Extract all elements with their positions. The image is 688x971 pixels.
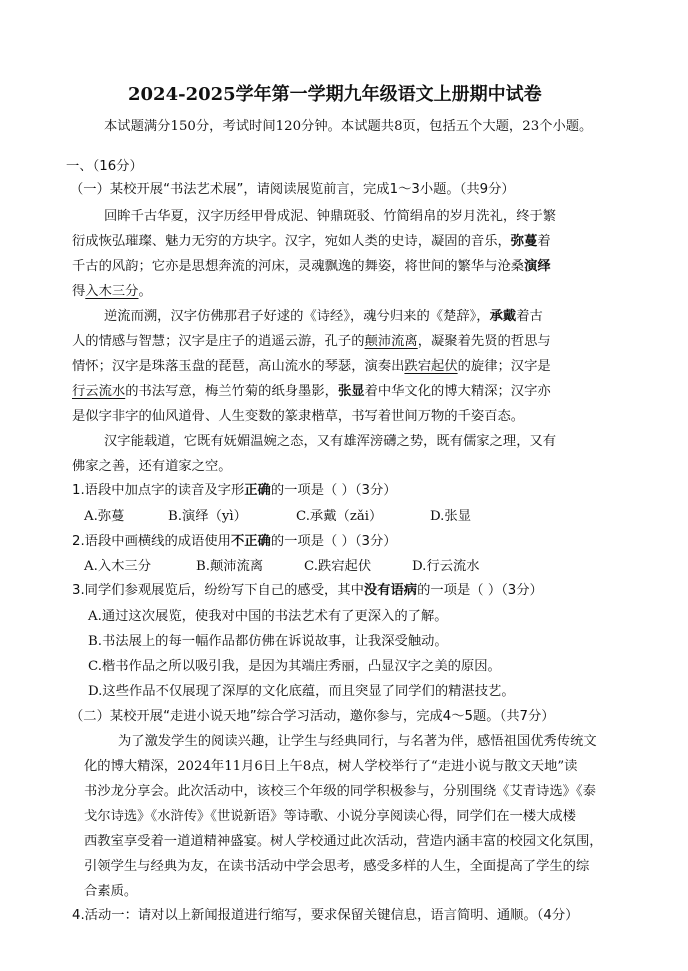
dotted-word: 张显 bbox=[337, 384, 365, 399]
question-2: 2.语段中画横线的成语使用不正确的一项是（ ）（3分） bbox=[72, 534, 397, 549]
q1-option-c: C.承戴（zǎi） bbox=[296, 509, 383, 524]
passage-line: 千古的风韵；它亦是思想奔流的河床，灵魂飘逸的舞姿，将世间的繁华与沧桑演绎 bbox=[72, 259, 551, 274]
q1-option-a: A.弥蔓 bbox=[84, 509, 125, 524]
passage-line: 得入木三分。 bbox=[72, 284, 152, 299]
news-line: 为了激发学生的阅读兴趣，让学生与经典同行，与名著为伴，感悟祖国优秀传统文 bbox=[118, 734, 597, 749]
passage-line: 汉字能载道，它既有妩媚温婉之态，又有雄浑滂礴之势，既有儒家之理，又有 bbox=[104, 434, 557, 449]
exam-info: 本试题满分150分，考试时间120分钟。本试题共8页，包括五个大题，23个小题。 bbox=[104, 119, 593, 134]
part1-heading: （一）某校开展“书法艺术展”，请阅读展览前言，完成1～3小题。（共9分） bbox=[70, 182, 515, 197]
q1-option-b: B.演绎（yì） bbox=[168, 509, 247, 524]
question-3: 3.同学们参观展览后，纷纷写下自己的感受，其中没有语病的一项是（ ）（3分） bbox=[72, 583, 543, 598]
question-4: 4.活动一：请对以上新闻报道进行缩写，要求保留关键信息，语言简明、通顺。（4分） bbox=[72, 908, 579, 923]
q2-option-c: C.跌宕起伏 bbox=[304, 559, 372, 574]
news-line: 合素质。 bbox=[84, 884, 138, 899]
q3-option-b: B.书法展上的每一幅作品都仿佛在诉说故事，让我深受触动。 bbox=[88, 634, 448, 649]
passage-line: 人的情感与智慧；汉字是庄子的逍遥云游，孔子的颠沛流离，凝聚着先贤的哲思与 bbox=[72, 334, 551, 349]
passage-line: 行云流水的书法写意，梅兰竹菊的纸身墨影，张显着中华文化的博大精深；汉字亦 bbox=[72, 384, 551, 399]
passage-line: 回眸千古华夏，汉字历经甲骨成泥、钟鼎斑驳、竹简绢帛的岁月洗礼，终于繁 bbox=[104, 209, 557, 224]
q2-option-b: B.颠沛流离 bbox=[196, 559, 264, 574]
q1-option-d: D.张显 bbox=[430, 509, 472, 524]
question-1: 1.语段中加点字的读音及字形正确的一项是（ ）（3分） bbox=[72, 483, 397, 498]
passage-line: 衍成恢弘璀璨、魅力无穷的方块字。汉字，宛如人类的史诗，凝固的音乐，弥蔓着 bbox=[72, 234, 551, 249]
dotted-word: 演绎 bbox=[524, 259, 551, 274]
q3-option-c: C.楷书作品之所以吸引我，是因为其端庄秀丽，凸显汉字之美的原因。 bbox=[88, 659, 501, 674]
section-heading: 一、（16分） bbox=[66, 159, 143, 174]
q3-option-d: D.这些作品不仅展现了深厚的文化底蕴，而且突显了同学们的精湛技艺。 bbox=[88, 684, 515, 699]
underlined-idiom: 跌宕起伏 bbox=[404, 359, 458, 374]
part2-heading: （二）某校开展“走进小说天地”综合学习活动，邀你参与，完成4～5题。（共7分） bbox=[70, 709, 555, 724]
underlined-idiom: 行云流水 bbox=[72, 384, 126, 399]
passage-line: 逆流而溯，汉字仿佛那君子好逑的《诗经》，魂兮归来的《楚辞》，承戴着古 bbox=[104, 309, 543, 324]
dotted-word: 弥蔓 bbox=[510, 234, 538, 249]
passage-line: 情怀；汉字是珠落玉盘的琵琶，高山流水的琴瑟，演奏出跌宕起伏的旋律；汉字是 bbox=[72, 359, 551, 374]
passage-line: 是似字非字的仙风道骨、人生变数的篆隶楷草，书写着世间万物的千姿百态。 bbox=[72, 409, 525, 424]
news-line: 引领学生与经典为友，在读书活动中学会思考，感受多样的人生，全面提高了学生的综 bbox=[84, 859, 590, 874]
underlined-idiom: 入木三分 bbox=[85, 284, 139, 299]
q2-option-d: D.行云流水 bbox=[412, 559, 480, 574]
news-line: 戈尔诗选》《水浒传》《世说新语》等诗歌、小说分享阅读心得，同学们在一楼大成楼 bbox=[84, 809, 576, 824]
page-title: 2024-2025学年第一学期九年级语文上册期中试卷 bbox=[128, 84, 542, 105]
passage-line: 佛家之善，还有道家之空。 bbox=[72, 459, 232, 474]
news-line: 西教室享受着一道道精神盛宴。树人学校通过此次活动，营造内涵丰富的校园文化氛围， bbox=[84, 834, 603, 849]
underlined-idiom: 颠沛流离 bbox=[364, 334, 418, 349]
q2-option-a: A.入木三分 bbox=[84, 559, 152, 574]
dotted-word: 承戴 bbox=[489, 309, 517, 324]
news-line: 化的博大精深，2024年11月6日上午8点，树人学校举行了“走进小说与散文天地”读 bbox=[84, 759, 578, 774]
q3-option-a: A.通过这次展览，使我对中国的书法艺术有了更深入的了解。 bbox=[88, 609, 448, 624]
news-line: 书沙龙分享会。此次活动中，该校三个年级的同学积极参与，分别围绕《艾青诗选》《泰 bbox=[84, 784, 596, 799]
